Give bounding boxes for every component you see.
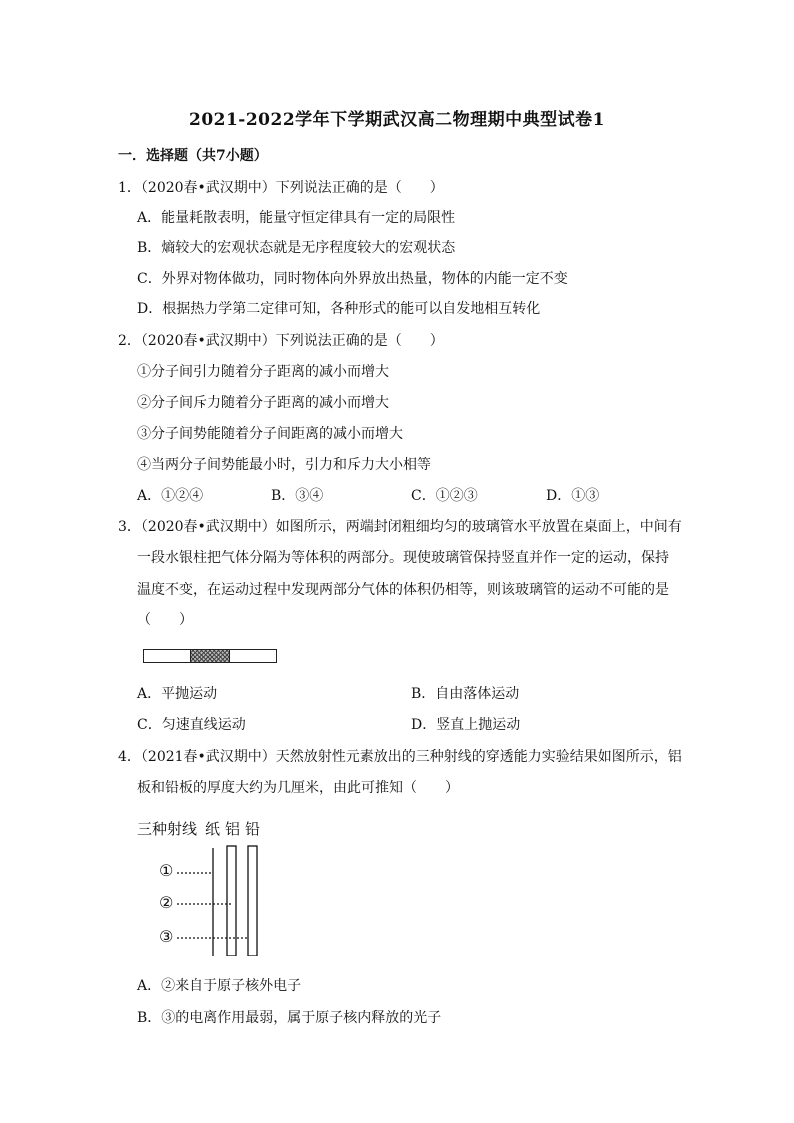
q3-option-d: D．竖直上抛运动 <box>411 717 521 733</box>
q1-option-a: A．能量耗散表明，能量守恒定律具有一定的局限性 <box>137 210 456 226</box>
glass-tube-figure <box>143 649 277 663</box>
q3-option-a: A．平抛运动 <box>137 686 218 702</box>
lead-plate <box>248 846 257 956</box>
q2-option-a: A．①②④ <box>137 488 204 504</box>
rays-label: 三种射线 <box>137 820 198 838</box>
q3-stem-line-3: 温度不变，在运动过程中发现两部分气体的体积仍相等，则该玻璃管的运动不可能的是 <box>137 582 669 598</box>
q3-stem-line-4: （ ） <box>137 612 193 628</box>
q2-option-c: C．①②③ <box>411 488 478 504</box>
q1-option-d: D．根据热力学第二定律可知，各种形式的能可以自发地相互转化 <box>137 301 541 317</box>
q2-statement-3: ③分子间势能随着分子间距离的减小而增大 <box>137 426 403 442</box>
ray-1-label: ① <box>159 861 174 880</box>
q2-option-b: B．③④ <box>271 488 324 504</box>
q3-option-c: C．匀速直线运动 <box>137 717 246 733</box>
q1-stem: 1．（2020春•武汉期中）下列说法正确的是（ ） <box>118 180 444 196</box>
section-title: 一．选择题（共7小题） <box>118 148 268 164</box>
q2-statement-2: ②分子间斥力随着分子距离的减小而增大 <box>137 395 389 411</box>
lead-label: 铅 <box>245 820 261 838</box>
aluminum-plate <box>227 846 236 956</box>
q2-statement-4: ④当两分子间势能最小时，引力和斥力大小相等 <box>137 457 431 473</box>
radiation-penetration-figure <box>135 816 295 956</box>
q2-option-d: D．①③ <box>546 488 600 504</box>
q3-stem-line-2: 一段水银柱把气体分隔为等体积的两部分。现使玻璃管保持竖直并作一定的运动，保持 <box>137 550 669 566</box>
q4-stem-line-1: 4．（2021春•武汉期中）天然放射性元素放出的三种射线的穿透能力实验结果如图所示，铝 <box>118 749 682 765</box>
q4-option-b: B．③的电离作用最弱，属于原子核内释放的光子 <box>137 1010 442 1026</box>
q2-statement-1: ①分子间引力随着分子距离的减小而增大 <box>137 364 389 380</box>
q3-option-b: B．自由落体运动 <box>411 686 520 702</box>
q1-option-c: C．外界对物体做功，同时物体向外界放出热量，物体的内能一定不变 <box>137 271 568 287</box>
q3-stem-line-1: 3．（2020春•武汉期中）如图所示，两端封闭粗细均匀的玻璃管水平放置在桌面上，中间有 <box>118 519 682 535</box>
ray-2-label: ② <box>159 893 174 912</box>
q1-option-b: B．熵较大的宏观状态就是无序程度较大的宏观状态 <box>137 240 456 256</box>
q2-stem: 2．（2020春•武汉期中）下列说法正确的是（ ） <box>118 333 444 349</box>
ray-3-label: ③ <box>159 927 174 946</box>
document-title: 2021-2022学年下学期武汉高二物理期中典型试卷1 <box>188 110 605 130</box>
mercury-column <box>190 650 230 662</box>
aluminum-label: 铝 <box>225 820 241 838</box>
paper-label: 纸 <box>205 820 221 838</box>
q4-option-a: A．②来自于原子核外电子 <box>137 978 302 994</box>
q4-stem-line-2: 板和铅板的厚度大约为几厘米，由此可推知（ ） <box>137 780 459 796</box>
